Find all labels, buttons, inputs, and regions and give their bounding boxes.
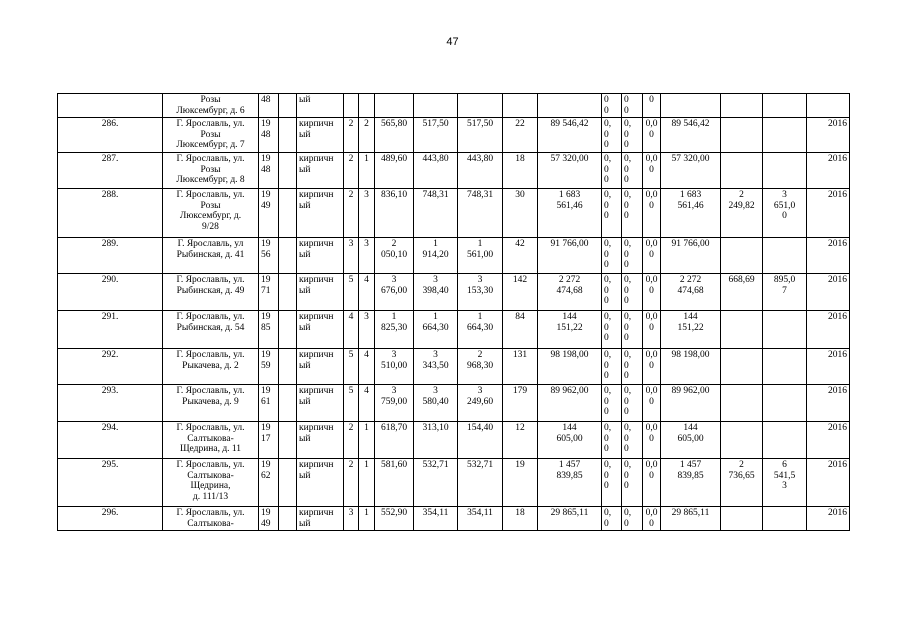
cell-x1 [721,311,763,349]
cell-address: Г. Ярославль, ул. Розы Люксембург, д. 7 [163,118,259,153]
cell-r2: 0, 0 0 [622,385,643,422]
cell-r3: 0,0 0 [643,349,661,385]
cell-address: Г. Ярославль, ул. Салтыкова- Щедрина, д. 111/13 [163,459,259,507]
cell-residents: 18 [503,153,538,189]
cell-ryear [807,94,850,118]
cell-area-total [375,94,414,118]
cell-entrances [359,94,375,118]
cell-r1: 0, 0 0 [602,118,622,153]
cell-blank [279,311,297,349]
cell-area-total: 552,90 [375,507,414,531]
table-row [58,118,850,153]
cell-r3: 0,0 0 [643,507,661,531]
cell-year: 48 [259,94,279,118]
cell-blank [279,385,297,422]
cell-material: кирпичн ый [297,349,344,385]
cell-residents: 142 [503,274,538,311]
cell-material: кирпичн ый [297,459,344,507]
cell-material: ый [297,94,344,118]
cell-no: 290. [58,274,163,311]
cell-floors: 4 [344,311,359,349]
cell-sum: 57 320,00 [661,153,721,189]
cell-entrances: 4 [359,385,375,422]
cell-address: Г. Ярославль, ул. Рыкачева, д. 2 [163,349,259,385]
cell-r3: 0,0 0 [643,385,661,422]
cell-x2 [763,94,807,118]
housing-table [57,93,850,531]
cell-r3: 0,0 0 [643,118,661,153]
cell-floors: 2 [344,153,359,189]
table-row [58,459,850,507]
cell-x1 [721,422,763,459]
cell-residents [503,94,538,118]
cell-cost: 89 546,42 [538,118,602,153]
cell-x2 [763,422,807,459]
cell-residents: 42 [503,238,538,274]
cell-r2: 0, 0 0 [622,459,643,507]
cell-cost: 89 962,00 [538,385,602,422]
cell-blank [279,153,297,189]
cell-r1: 0, 0 0 [602,349,622,385]
cell-area-living: 3 398,40 [414,274,458,311]
cell-entrances: 1 [359,507,375,531]
cell-x2 [763,238,807,274]
cell-x1 [721,238,763,274]
cell-r2: 0, 0 0 [622,189,643,238]
cell-sum: 91 766,00 [661,238,721,274]
cell-area-res: 3 249,60 [458,385,503,422]
cell-x2: 6 541,5 3 [763,459,807,507]
cell-area-total: 3 759,00 [375,385,414,422]
cell-year: 19 48 [259,118,279,153]
cell-address: Г. Ярославль, ул. Розы Люксембург, д. 9/28 [163,189,259,238]
cell-address: Г. Ярославль, ул. Рыкачева, д. 9 [163,385,259,422]
cell-cost [538,94,602,118]
cell-r1: 0, 0 0 [602,153,622,189]
cell-ryear: 2016 [807,153,850,189]
cell-blank [279,118,297,153]
cell-material: кирпичн ый [297,422,344,459]
cell-area-total: 3 676,00 [375,274,414,311]
cell-sum: 89 962,00 [661,385,721,422]
table-row [58,311,850,349]
cell-no: 286. [58,118,163,153]
cell-material: кирпичн ый [297,385,344,422]
cell-ryear: 2016 [807,507,850,531]
cell-sum: 2 272 474,68 [661,274,721,311]
cell-residents: 179 [503,385,538,422]
cell-sum: 1 683 561,46 [661,189,721,238]
cell-r2: 0, 0 0 [622,311,643,349]
cell-sum: 144 151,22 [661,311,721,349]
cell-address: Г. Ярославль, ул. Салтыкова- Щедрина, д. 11 [163,422,259,459]
cell-r2: 0, 0 0 [622,118,643,153]
cell-year: 19 62 [259,459,279,507]
cell-r2: 0, 0 0 [622,274,643,311]
cell-address: Г. Ярославль, ул. Розы Люксембург, д. 8 [163,153,259,189]
cell-r1: 0 0 [602,94,622,118]
cell-entrances: 3 [359,238,375,274]
cell-year: 19 48 [259,153,279,189]
cell-r1: 0, 0 0 [602,459,622,507]
cell-area-res: 1 561,00 [458,238,503,274]
cell-r3: 0,0 0 [643,153,661,189]
cell-cost: 98 198,00 [538,349,602,385]
cell-cost: 1 683 561,46 [538,189,602,238]
cell-no: 287. [58,153,163,189]
cell-x1 [721,94,763,118]
cell-cost: 1 457 839,85 [538,459,602,507]
cell-entrances: 3 [359,189,375,238]
cell-no: 293. [58,385,163,422]
cell-sum: 98 198,00 [661,349,721,385]
cell-blank [279,349,297,385]
cell-area-living: 532,71 [414,459,458,507]
cell-x2 [763,311,807,349]
table-row [58,94,850,118]
cell-material: кирпичн ый [297,189,344,238]
cell-ryear: 2016 [807,385,850,422]
cell-year: 19 17 [259,422,279,459]
cell-blank [279,422,297,459]
cell-area-living: 1 914,20 [414,238,458,274]
cell-area-living: 3 580,40 [414,385,458,422]
cell-r2: 0, 0 0 [622,349,643,385]
cell-year: 19 56 [259,238,279,274]
cell-sum [661,94,721,118]
table-row [58,153,850,189]
cell-entrances: 3 [359,311,375,349]
cell-r3: 0,0 0 [643,311,661,349]
cell-x2 [763,118,807,153]
cell-year: 19 49 [259,189,279,238]
cell-r1: 0, 0 0 [602,189,622,238]
cell-floors: 5 [344,274,359,311]
cell-area-res: 1 664,30 [458,311,503,349]
cell-residents: 131 [503,349,538,385]
cell-x1 [721,507,763,531]
cell-r3: 0,0 0 [643,189,661,238]
cell-sum: 89 546,42 [661,118,721,153]
cell-year: 19 85 [259,311,279,349]
cell-area-res: 532,71 [458,459,503,507]
cell-cost: 144 605,00 [538,422,602,459]
cell-floors: 2 [344,118,359,153]
cell-floors: 2 [344,459,359,507]
cell-no: 295. [58,459,163,507]
cell-address: Г. Ярославль, ул. Рыбинская, д. 49 [163,274,259,311]
cell-area-living: 517,50 [414,118,458,153]
cell-area-living: 443,80 [414,153,458,189]
cell-x1 [721,153,763,189]
table-row [58,385,850,422]
cell-entrances: 1 [359,153,375,189]
cell-ryear: 2016 [807,189,850,238]
cell-x1: 2 249,82 [721,189,763,238]
cell-ryear: 2016 [807,311,850,349]
cell-no: 292. [58,349,163,385]
cell-r2: 0 0 [622,94,643,118]
cell-area-total: 2 050,10 [375,238,414,274]
table-row [58,189,850,238]
cell-residents: 12 [503,422,538,459]
cell-area-res: 748,31 [458,189,503,238]
cell-x2 [763,385,807,422]
cell-r1: 0, 0 0 [602,422,622,459]
cell-ryear: 2016 [807,238,850,274]
cell-entrances: 1 [359,422,375,459]
cell-area-res: 443,80 [458,153,503,189]
cell-r3: 0 [643,94,661,118]
cell-area-total: 836,10 [375,189,414,238]
page-number: 47 [446,36,459,48]
cell-x1: 2 736,65 [721,459,763,507]
cell-area-total: 489,60 [375,153,414,189]
cell-r3: 0,0 0 [643,422,661,459]
cell-entrances: 1 [359,459,375,507]
cell-ryear: 2016 [807,349,850,385]
cell-entrances: 4 [359,274,375,311]
cell-r3: 0,0 0 [643,459,661,507]
cell-r1: 0, 0 [602,507,622,531]
cell-floors: 5 [344,349,359,385]
cell-r1: 0, 0 0 [602,385,622,422]
cell-material: кирпичн ый [297,153,344,189]
cell-address: Г. Ярославль, ул. Салтыкова- [163,507,259,531]
cell-material: кирпичн ый [297,311,344,349]
cell-cost: 144 151,22 [538,311,602,349]
cell-address: Розы Люксембург, д. 6 [163,94,259,118]
cell-no: 288. [58,189,163,238]
cell-area-res: 154,40 [458,422,503,459]
cell-entrances: 4 [359,349,375,385]
table-body [58,94,850,531]
cell-ryear: 2016 [807,422,850,459]
cell-area-res: 517,50 [458,118,503,153]
cell-no: 294. [58,422,163,459]
cell-blank [279,507,297,531]
cell-floors: 2 [344,422,359,459]
cell-year: 19 49 [259,507,279,531]
cell-area-total: 565,80 [375,118,414,153]
cell-residents: 84 [503,311,538,349]
cell-r2: 0, 0 [622,507,643,531]
cell-area-total: 618,70 [375,422,414,459]
cell-cost: 57 320,00 [538,153,602,189]
cell-r3: 0,0 0 [643,238,661,274]
cell-material: кирпичн ый [297,507,344,531]
cell-r2: 0, 0 0 [622,153,643,189]
cell-x2: 3 651,0 0 [763,189,807,238]
cell-cost: 91 766,00 [538,238,602,274]
cell-area-living [414,94,458,118]
cell-year: 19 61 [259,385,279,422]
cell-area-total: 3 510,00 [375,349,414,385]
cell-no: 289. [58,238,163,274]
cell-sum: 1 457 839,85 [661,459,721,507]
cell-blank [279,459,297,507]
cell-r1: 0, 0 0 [602,274,622,311]
cell-ryear: 2016 [807,274,850,311]
cell-floors: 5 [344,385,359,422]
cell-address: Г. Ярославль, ул Рыбинская, д. 41 [163,238,259,274]
cell-address: Г. Ярославль, ул. Рыбинская, д. 54 [163,311,259,349]
cell-blank [279,94,297,118]
table-row [58,422,850,459]
cell-blank [279,189,297,238]
cell-x2: 895,0 7 [763,274,807,311]
cell-ryear: 2016 [807,118,850,153]
cell-area-res: 354,11 [458,507,503,531]
cell-area-living: 354,11 [414,507,458,531]
cell-no: 296. [58,507,163,531]
cell-r1: 0, 0 0 [602,311,622,349]
cell-blank [279,274,297,311]
cell-floors: 3 [344,238,359,274]
cell-area-res: 2 968,30 [458,349,503,385]
cell-area-living: 3 343,50 [414,349,458,385]
cell-area-living: 1 664,30 [414,311,458,349]
cell-sum: 29 865,11 [661,507,721,531]
cell-cost: 2 272 474,68 [538,274,602,311]
cell-cost: 29 865,11 [538,507,602,531]
cell-residents: 30 [503,189,538,238]
cell-x1 [721,349,763,385]
cell-area-living: 748,31 [414,189,458,238]
cell-x1 [721,118,763,153]
table-row [58,274,850,311]
cell-blank [279,238,297,274]
table-row [58,238,850,274]
cell-x1: 668,69 [721,274,763,311]
cell-material: кирпичн ый [297,118,344,153]
cell-x1 [721,385,763,422]
cell-ryear: 2016 [807,459,850,507]
cell-no: 291. [58,311,163,349]
cell-residents: 18 [503,507,538,531]
cell-r1: 0, 0 0 [602,238,622,274]
cell-area-living: 313,10 [414,422,458,459]
cell-floors [344,94,359,118]
table-row [58,507,850,531]
cell-year: 19 71 [259,274,279,311]
cell-material: кирпичн ый [297,238,344,274]
cell-residents: 22 [503,118,538,153]
cell-area-res [458,94,503,118]
cell-material: кирпичн ый [297,274,344,311]
cell-r3: 0,0 0 [643,274,661,311]
cell-area-total: 581,60 [375,459,414,507]
cell-sum: 144 605,00 [661,422,721,459]
table-row [58,349,850,385]
cell-area-res: 3 153,30 [458,274,503,311]
cell-floors: 2 [344,189,359,238]
cell-x2 [763,507,807,531]
cell-area-total: 1 825,30 [375,311,414,349]
cell-x2 [763,349,807,385]
cell-no [58,94,163,118]
cell-r2: 0, 0 0 [622,422,643,459]
cell-r2: 0, 0 0 [622,238,643,274]
cell-floors: 3 [344,507,359,531]
cell-x2 [763,153,807,189]
cell-year: 19 59 [259,349,279,385]
cell-entrances: 2 [359,118,375,153]
cell-residents: 19 [503,459,538,507]
